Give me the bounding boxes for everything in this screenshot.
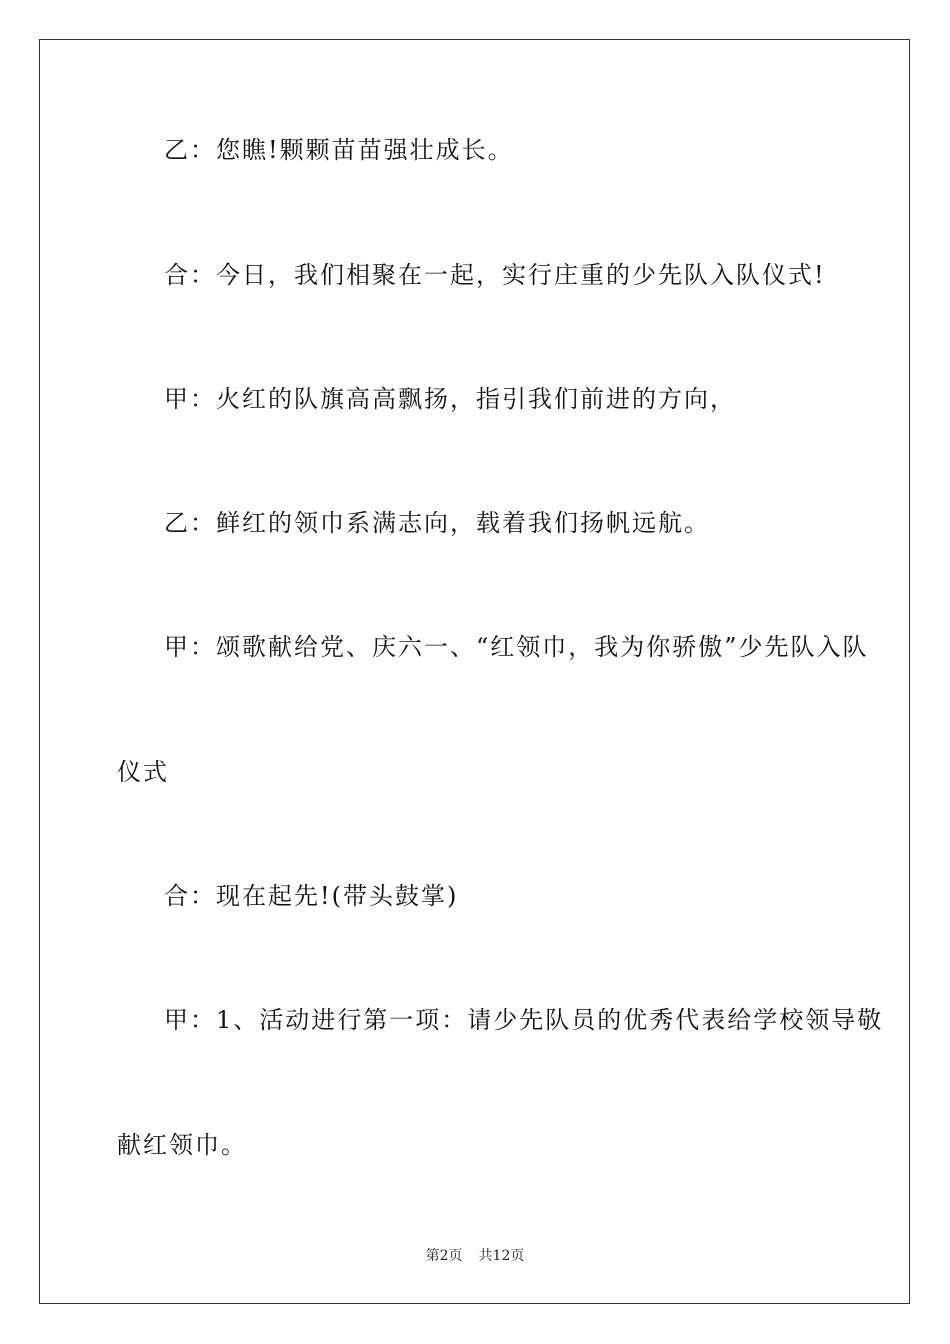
text-line: 仪式 bbox=[117, 758, 169, 786]
page-total: 共12页 bbox=[478, 1248, 525, 1264]
text-line: 合：今日，我们相聚在一起，实行庄重的少先队入队仪式! bbox=[164, 261, 826, 289]
page-border bbox=[39, 39, 910, 1304]
text-line: 乙：鲜红的领巾系满志向，载着我们扬帆远航。 bbox=[164, 509, 710, 537]
text-line: 甲：1、活动进行第一项：请少先队员的优秀代表给学校领导敬 bbox=[164, 1006, 884, 1034]
text-line: 合：现在起先!(带头鼓掌) bbox=[164, 882, 459, 910]
page-footer bbox=[0, 1246, 950, 1266]
text-line: 乙：您瞧!颗颗苗苗强壮成长。 bbox=[164, 136, 514, 164]
text-line: 献红领巾。 bbox=[117, 1131, 247, 1159]
page-number: 第2页 bbox=[425, 1248, 463, 1264]
text-line: 甲：火红的队旗高高飘扬，指引我们前进的方向， bbox=[164, 385, 736, 413]
text-line: 甲：颂歌献给党、庆六一、“红领巾，我为你骄傲”少先队入队 bbox=[164, 633, 869, 661]
